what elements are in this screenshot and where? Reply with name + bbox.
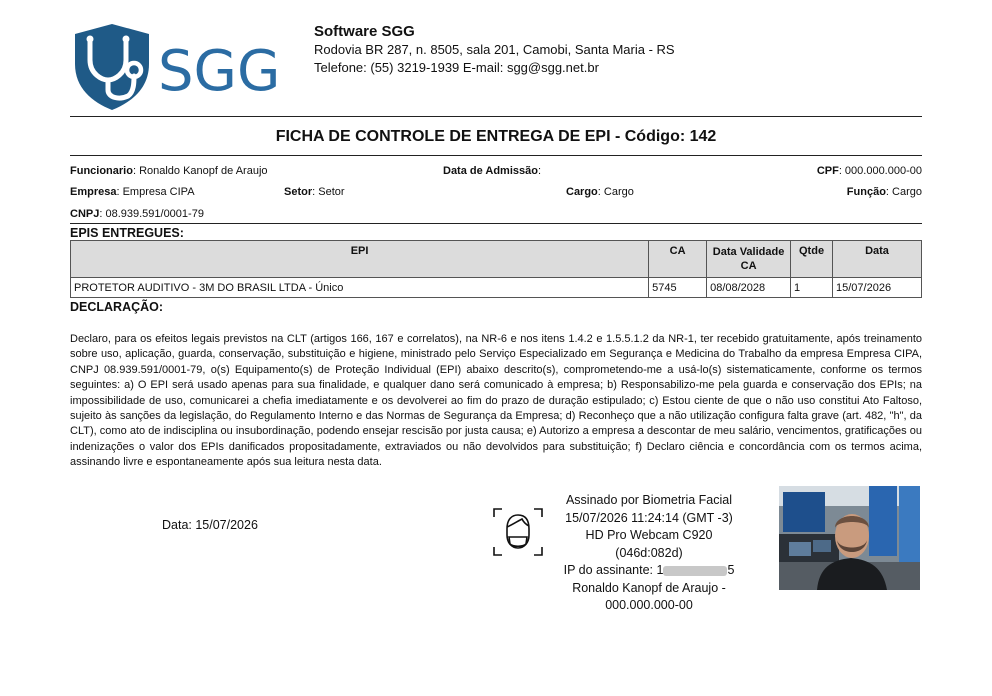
declaracao-section-title: DECLARAÇÃO: [70,300,164,314]
cell-validade: 08/08/2028 [707,278,791,298]
column-header-qtde: Qtde [791,241,833,278]
epis-section-title: EPIS ENTREGUES: [70,226,184,240]
company-field: Empresa: Empresa CIPA [70,186,195,198]
cpf-field: CPF: 000.000.000-00 [816,165,922,177]
svg-text:SGG: SGG [158,39,281,104]
admission-date-field: Data de Admissão: [443,165,542,177]
company-address: Rodovia BR 287, n. 8505, sala 201, Camobi, Santa Maria - RS [314,42,675,57]
table-header-row [71,241,922,278]
stethoscope-shield-icon [72,22,292,114]
declaracao-text: Declaro, para os efeitos legais previstos na CLT (artigos 166, 167 e correlatos), na NR-6 e nos itens 1.4.2 e 1.5.5.1.2 da NR-1, ter recebido gratuitamente, após treinamento sobre uso, aplicação, guarda, conservação, substituição e higiene, ministrado pelo Serviço Especializado em Segurança e Medicina do Trabalho da empresa Empresa CIPA, CNPJ 08.939.591/0001-79, o(s) Equipamento(s) de Proteção Individual (EPI) abaixo descrito(s), comprometendo-me a usá-lo(s) sistematicamente, conforme os termos seguintes: a) O EPI será usado apenas para sua finalidade, e qualquer dano será comunicado à empresa; b) Responsabilizo-me pela guarda e conservação dos EPIs; na impossibilidade de uso, comunicarei a chefia imediatamente e os devolverei ao fim do prazo de duração estipulado; c) Estou ciente de que o não uso constitui Ato Faltoso, sujeito às sanções da legislação, do Regulamento Interno e das Normas de Segurança da Empresa; d) Reconheço que a não utilização configura falta grave (art. 482, "h", da CLT), como ato de indisciplina ou insubordinação, podendo ensejar rescisão por justa causa; e) Autorizo a empresa a descontar de meu salário, vencimentos, gratificações ou indenizações o valor dos EPIs danificados propositadamente, extraviados ou não devolvidos para substituição; f) Declaro ciência e concordância com os termos acima, assinando livre e espontaneamente após sua leitura nesta data. [70,333,922,469]
signature-timestamp: 15/07/2026 11:24:14 (GMT -3) [565,510,733,525]
epi-table [70,240,922,298]
header-divider [70,116,922,117]
cell-data: 15/07/2026 [833,278,922,298]
info-divider [70,223,922,224]
column-header-data: Data [833,241,922,278]
signer-cpf: 000.000.000-00 [605,598,693,612]
document-title: FICHA DE CONTROLE DE ENTREGA DE EPI - Código: 142 [275,128,717,145]
webcam-model: HD Pro Webcam C920 [585,528,713,542]
employee-name-field: Funcionario: Ronaldo Kanopf de Araujo [70,165,268,177]
sector-field: Setor: Setor [284,186,345,198]
table-row [71,278,922,298]
signer-ip: IP do assinante: 1 5 [563,563,735,577]
company-logo [72,22,292,114]
company-name: Software SGG [314,23,415,40]
title-divider [70,155,922,156]
face-scan-icon [492,507,544,557]
redacted-ip [663,566,727,576]
cnpj-field: CNPJ: 08.939.591/0001-79 [70,208,204,220]
cell-ca: 5745 [649,278,707,298]
biometric-signature-block [540,492,758,615]
column-header-epi: EPI [71,241,649,278]
column-header-ca: CA [649,241,707,278]
function-field: Função: Cargo [846,186,922,198]
signature-date: Data: 15/07/2026 [162,518,258,532]
company-contact: Telefone: (55) 3219-1939 E-mail: sgg@sgg.net.br [314,60,599,75]
column-header-validade: Data Validade CA [707,241,791,278]
signer-name: Ronaldo Kanopf de Araujo - [572,580,726,595]
signer-photo [779,486,920,590]
biometric-label: Assinado por Biometria Facial [565,493,733,507]
cell-qtde: 1 [791,278,833,298]
webcam-id: (046d:082d) [615,545,683,560]
cell-epi: PROTETOR AUDITIVO - 3M DO BRASIL LTDA - Único [71,278,649,298]
position-field: Cargo: Cargo [566,186,634,198]
